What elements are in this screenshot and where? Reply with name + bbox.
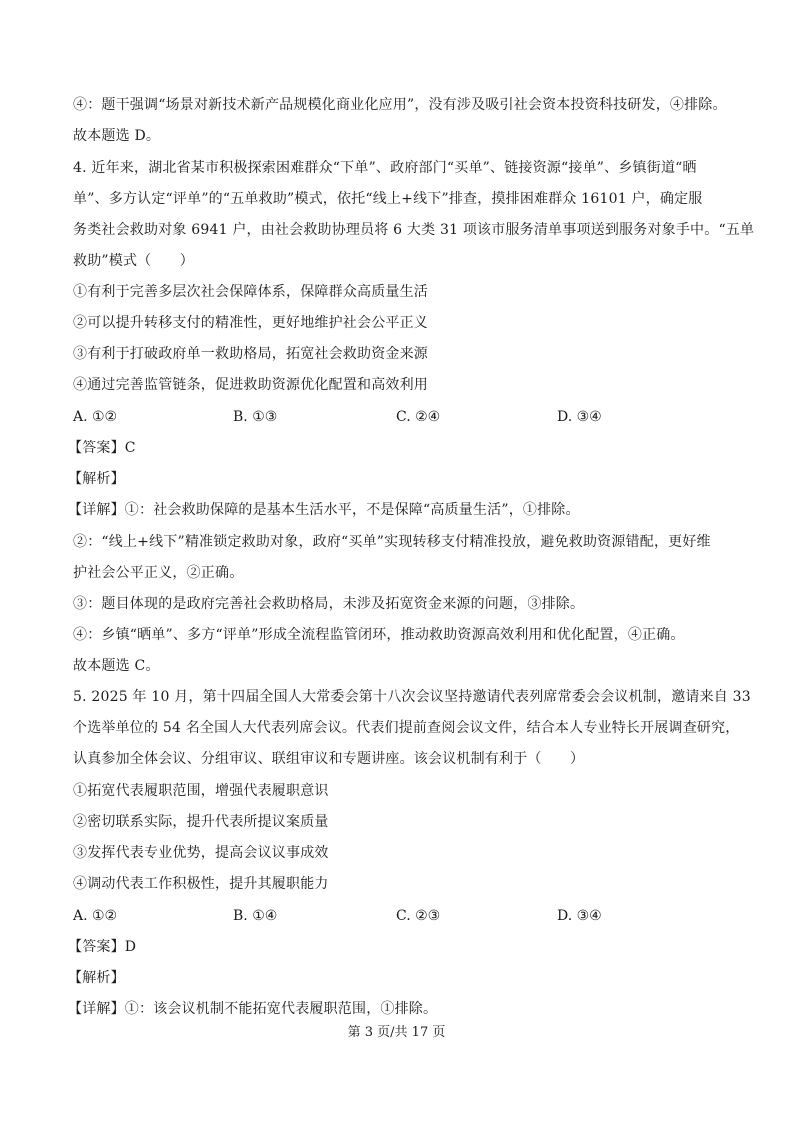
analysis-label: 【解析】 [68,471,125,487]
page-number: 第 3 页/共 17 页 [347,1025,446,1040]
question-4-stem: 救助”模式（ ） [73,253,194,269]
question-5-statement: ③发挥代表专业优势，提高会议议事成效 [73,845,329,861]
question-5-stem: 5. 2025 年 10 月，第十四届全国人大常委会第十八次会议坚持邀请代表列席常委会会议机制，邀请来自 33 [73,689,751,705]
answer-label: 【答案】C [68,440,136,456]
explanation-line: 故本题选 C。 [73,658,160,674]
option-c: C. ②④ [396,409,441,425]
question-4-stem: 单”、多方认定“评单”的“五单救助”模式，依托“线上+线下”排查，摸排困难群众 16101 户，确定服 [73,191,703,207]
option-d: D. ③④ [557,409,602,425]
question-5-statement: ②密切联系实际，提升代表所提议案质量 [73,814,329,830]
explanation-line: 【详解】①：社会救助保障的是基本生活水平，不是保障“高质量生活”，①排除。 [68,502,580,518]
option-d: D. ③④ [557,908,602,924]
question-4-stem: 4. 近年来，湖北省某市积极探索困难群众“下单”、政府部门“买单”、链接资源“接单”、乡镇街道“晒 [73,160,697,176]
explanation-line: 【详解】①：该会议机制不能拓宽代表履职范围，①排除。 [68,1001,438,1017]
question-5-stem: 个选举单位的 54 名全国人大代表列席会议。代表们提前查阅会议文件，结合本人专业特长开展调查研究， [73,720,740,736]
option-b: B. ①④ [233,908,278,924]
question-4-statement: ③有利于打破政府单一救助格局，拓宽社会救助资金来源 [73,346,428,362]
option-c: C. ②③ [396,908,441,924]
explanation-line: ③：题目体现的是政府完善社会救助格局，未涉及拓宽资金来源的问题，③排除。 [73,596,585,612]
text-line: 故本题选 D。 [73,128,161,144]
explanation-line: 护社会公平正义，②正确。 [73,565,244,581]
analysis-label: 【解析】 [68,970,125,986]
question-4-stem: 务类社会救助对象 6941 户，由社会救助协理员将 6 大类 31 项该市服务清单事项送到服务对象手中。“五单 [73,222,755,238]
option-a: A. ①② [73,409,118,425]
question-5-statement: ①拓宽代表履职范围，增强代表履职意识 [73,783,329,799]
option-b: B. ①③ [233,409,278,425]
question-5-stem: 认真参加全体会议、分组审议、联组审议和专题讲座。该会议机制有利于（ ） [73,751,585,767]
answer-label: 【答案】D [68,939,137,955]
text-line: ④：题干强调“场景对新技术新产品规模化商业化应用”，没有涉及吸引社会资本投资科技研发，④排除。 [73,97,727,113]
question-5-statement: ④调动代表工作积极性，提升其履职能力 [73,876,329,892]
explanation-line: ②：“线上+线下”精准锁定救助对象，政府“买单”实现转移支付精准投放，避免救助资源错配，更好维 [73,534,711,550]
option-a: A. ①② [73,908,118,924]
question-4-statement: ②可以提升转移支付的精准性，更好地维护社会公平正义 [73,315,428,331]
explanation-line: ④：乡镇“晒单”、多方“评单”形成全流程监管闭环，推动救助资源高效利用和优化配置，④正确。 [73,627,685,643]
question-4-statement: ④通过完善监管链条，促进救助资源优化配置和高效利用 [73,377,428,393]
question-4-statement: ①有利于完善多层次社会保障体系，保障群众高质量生活 [73,284,428,300]
